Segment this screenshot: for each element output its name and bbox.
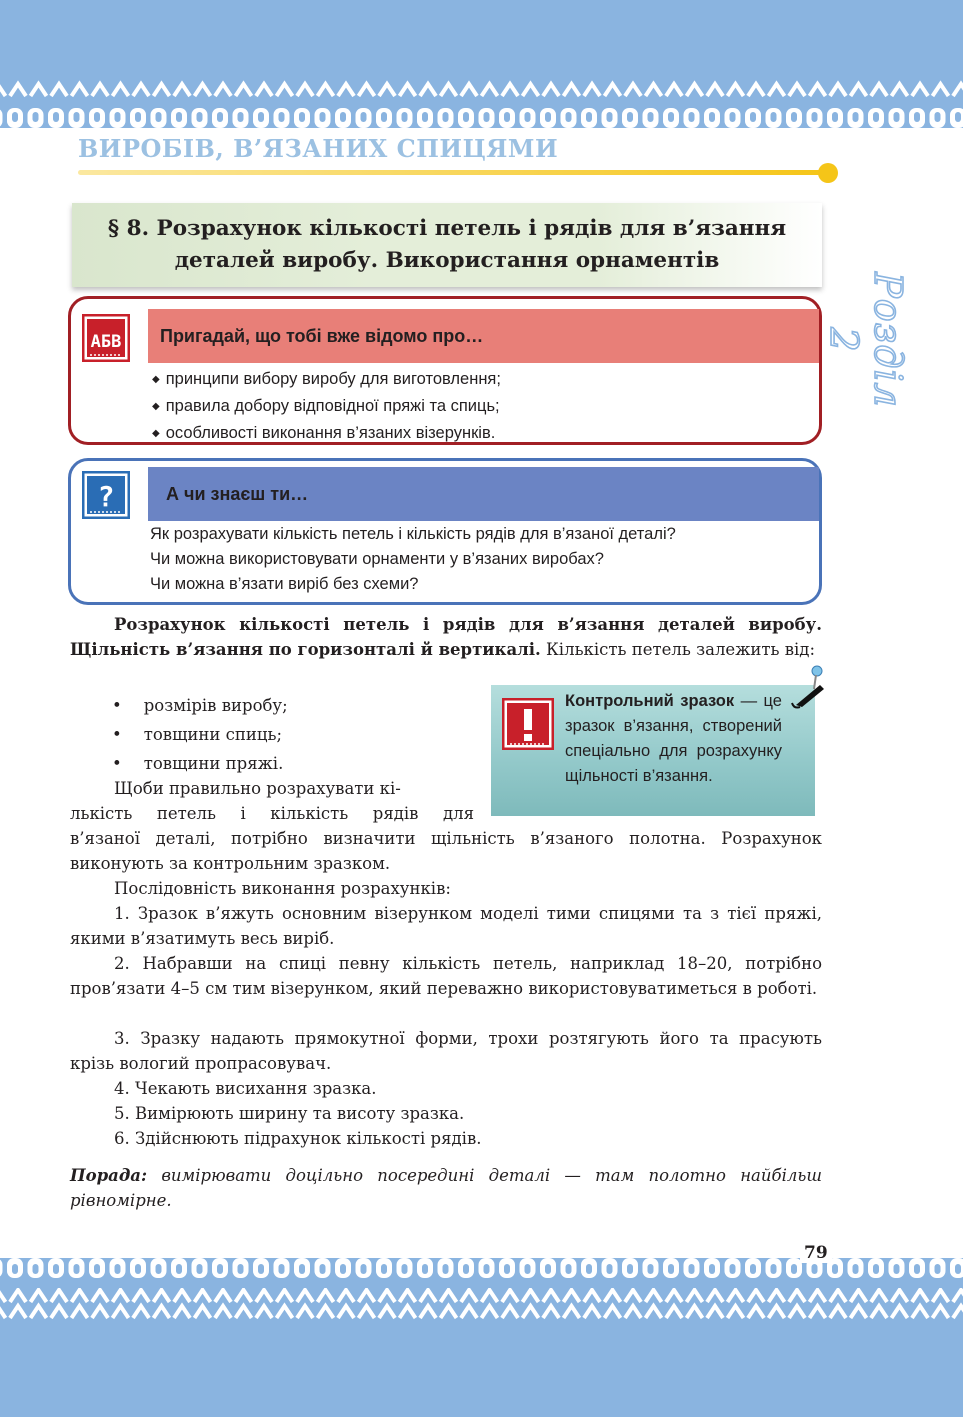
list-item: Чи можна використовувати орнаменти у в’язаних виробах? [150, 550, 604, 568]
bottom-ornament [0, 1250, 963, 1417]
definition-term: Контрольний зразок [565, 692, 735, 710]
abc-icon [82, 314, 130, 362]
know-list [150, 522, 676, 597]
recall-list [152, 367, 501, 448]
step-1: 1. Зразок в’яжуть основним візерунком моделі тими спицями та з тієї пряжі, якими в’язатимуть весь виріб. [70, 904, 822, 948]
list-item: • товщини спиць; [112, 720, 288, 749]
chapter-title [72, 213, 822, 277]
exclamation-icon [502, 698, 554, 750]
top-ornament [0, 0, 963, 135]
list-item: ◆ принципи вибору виробу для виготовлення; [152, 367, 501, 394]
side-chapter-text: Розділ 2 [822, 272, 910, 408]
tip-paragraph [70, 1163, 822, 1213]
step-5: 5. Вимірюють ширину та висоту зразка. [114, 1104, 465, 1123]
list-item: ◆ правила добору відповідної пряжі та спиць; [152, 394, 501, 421]
step-2: 2. Набравши на спиці певну кількість петель, наприклад 18–20, потрібно пров’язати 4–5 см тим візерунком, який переважно використовуватиметься в роботі. [70, 954, 822, 998]
section-title: ВИРОБІВ, В’ЯЗАНИХ СПИЦЯМИ [78, 134, 559, 163]
tip-label: Порада: [70, 1166, 148, 1185]
chapter-title-line-1: § 8. Розрахунок кількості петель і рядів для в’язання [107, 216, 787, 241]
side-chapter-label [822, 236, 910, 408]
tip-text: вимірювати доцільно посередині деталі — там полотно найбільш рівномірне. [70, 1166, 822, 1210]
svg-text:?: ? [97, 480, 115, 513]
list-item: Чи можна в’язати виріб без схеми? [150, 575, 419, 593]
divider-line [78, 170, 828, 175]
sequence-title: Послідовність виконання розрахунків: [114, 879, 451, 898]
divider-dot [818, 163, 838, 183]
page-number: 79 [800, 1243, 832, 1263]
step-3: 3. Зразку надають прямокутної форми, трохи розтягують його та прасують крізь вологий пропрасовувач. [70, 1029, 822, 1073]
chapter-title-box [72, 203, 822, 287]
p2-rest: в’язаної деталі, потрібно визначити щільність в’язаного полотна. Розрахунок виконують за контрольним зразком. [70, 829, 822, 873]
intro-paragraph [70, 612, 822, 662]
question-icon [82, 471, 130, 519]
svg-text:АБВ: АБВ [90, 332, 122, 352]
intro-rest: Кількість петель залежить від: [540, 640, 816, 659]
list-item: • розмірів виробу; [112, 691, 288, 720]
list-item: Як розрахувати кількість петель і кількість рядів для в’язаної деталі? [150, 525, 676, 543]
p2-line-1: Щоби правильно розрахувати кі- [114, 779, 401, 798]
factors-list [112, 691, 288, 778]
list-item: • товщини пряжі. [112, 749, 288, 778]
recall-heading: Пригадай, що тобі вже відомо про… [148, 309, 819, 363]
definition-text [565, 689, 782, 789]
know-heading: А чи знаєш ти… [148, 467, 819, 521]
step-6: 6. Здійснюють підрахунок кількості рядів. [114, 1129, 482, 1148]
chapter-title-line-2: деталей виробу. Використання орнаментів [174, 248, 720, 273]
intro-bold: Розрахунок кількості петель і рядів для в’язання деталей виробу. Щільність в’язання по горизонталі й вертикалі. [70, 615, 822, 659]
step-4: 4. Чекають висихання зразка. [114, 1079, 377, 1098]
definition-body: — це зразок в’язання, створений спеціально для розрахунку щільності в’язання. [565, 692, 782, 785]
p2-line-2: лькість петель і кількість рядів для [70, 804, 474, 823]
list-item: ◆ особливості виконання в’язаних візерунків. [152, 421, 501, 448]
pin-icon [790, 665, 830, 709]
